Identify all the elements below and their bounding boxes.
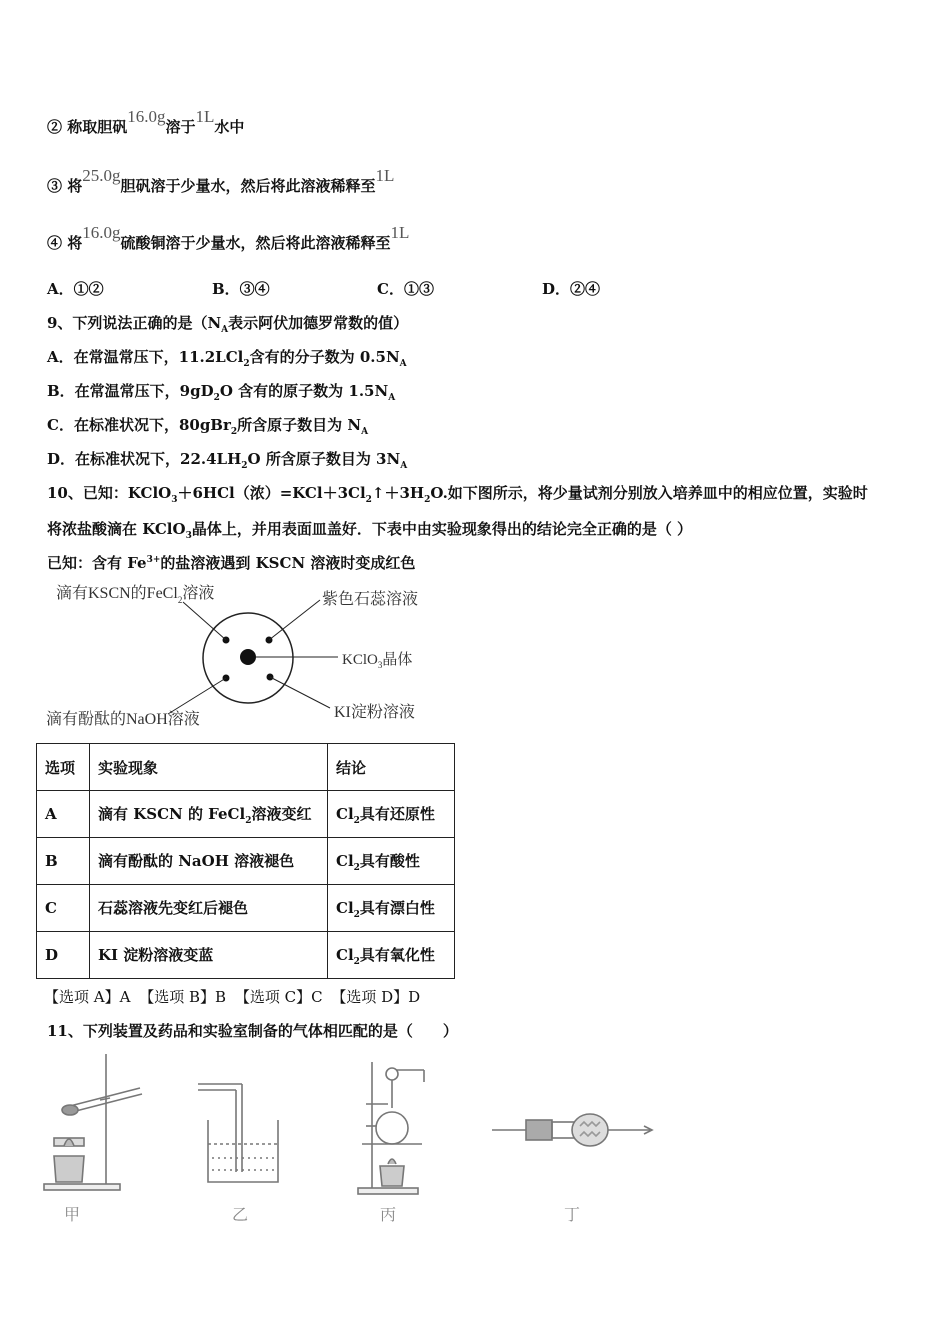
label-bing: 丙 [380, 1207, 397, 1224]
q8-option-a: A．①② [47, 280, 104, 298]
q10-answer-options: 【选项 A】A 【选项 B】B 【选项 C】C 【选项 D】D [44, 988, 421, 1006]
table-row: D KI 淀粉溶液变蓝 $Cl_2$具有氧化性 [37, 932, 455, 979]
q10-stem-line1: 10、已知：KClO$_3$＋6HCl（浓）$=KCl+3Cl_2↑+3H_2O$.如下图所示，将少量试剂分别放入培养皿中的相应位置，实验时 [47, 484, 868, 505]
q8-option-b: B．③④ [212, 280, 270, 298]
petri-dish-diagram [40, 578, 440, 733]
q9-option-d: D．在标准状况下，$22.4LH_2O$ 所含原子数目为 $3N_A$ [47, 450, 408, 471]
table-row: B 滴有酚酞的 NaOH 溶液褪色 $Cl_2$具有酸性 [37, 838, 455, 885]
apparatus-bing [358, 1062, 424, 1194]
q9-option-c: C．在标准状况下，80gBr$_2$所含原子数目为 $N_A$ [47, 416, 369, 437]
apparatus-figure [40, 1048, 670, 1228]
q10-stem-line3: 已知：含有 $Fe^{3+}$的盐溶液遇到 KSCN 溶液时变成红色 [47, 554, 416, 572]
kclo3-crystal [240, 649, 256, 665]
label-ki: KI淀粉溶液 [334, 704, 415, 721]
header-phenomenon: 实验现象 [90, 744, 328, 791]
leader-naoh [168, 678, 226, 714]
q8-item-4: ④ 将16.0g硫酸铜溶于少量水，然后将此溶液稀释至1L [47, 223, 410, 252]
header-option: 选项 [37, 744, 90, 791]
label-yi: 乙 [232, 1207, 249, 1224]
apparatus-jia [44, 1054, 142, 1190]
label-kclo3: KClO$_3$晶体 [342, 652, 413, 670]
apparatus-ding [492, 1114, 652, 1146]
label-ding: 丁 [564, 1207, 581, 1224]
table-header-row [37, 744, 455, 791]
q8-item-2: ② 称取胆矾16.0g溶于1L水中 [47, 107, 245, 136]
table-row: A 滴有 KSCN 的 FeCl$_2$溶液变红 $Cl_2$具有还原性 [37, 791, 455, 838]
apparatus-yi [198, 1084, 278, 1182]
q10-stem-line2: 将浓盐酸滴在 KClO$_3$晶体上，并用表面皿盖好．下表中由实验现象得出的结论完全正确的是（ ） [47, 520, 693, 541]
leader-ki [270, 677, 330, 708]
label-naoh: 滴有酚酞的NaOH溶液 [46, 711, 200, 728]
q10-table [36, 743, 455, 979]
q9-option-a: A．在常温常压下，11.2LCl$_2$含有的分子数为 $0.5N_A$ [47, 348, 407, 369]
table-row: C 石蕊溶液先变红后褪色 $Cl_2$具有漂白性 [37, 885, 455, 932]
header-conclusion: 结论 [328, 744, 455, 791]
label-fecl2: 滴有KSCN的FeCl$_2$溶液 [56, 585, 215, 605]
leader-fecl2 [183, 602, 226, 640]
q11-stem: 11、下列装置及药品和实验室制备的气体相匹配的是（ ） [47, 1022, 458, 1040]
label-jia: 甲 [64, 1207, 81, 1224]
q9-stem: 9、下列说法正确的是（$N_A$表示阿伏加德罗常数的值） [47, 314, 409, 335]
q9-option-b: B．在常温常压下，$9gD_2O$ 含有的原子数为 $1.5N_A$ [47, 382, 396, 403]
q8-item-3: ③ 将25.0g胆矾溶于少量水，然后将此溶液稀释至1L [47, 166, 395, 195]
q8-option-c: C．①③ [377, 280, 434, 298]
q8-option-d: D．②④ [542, 280, 601, 298]
label-litmus: 紫色石蕊溶液 [322, 591, 419, 608]
leader-litmus [269, 600, 320, 640]
